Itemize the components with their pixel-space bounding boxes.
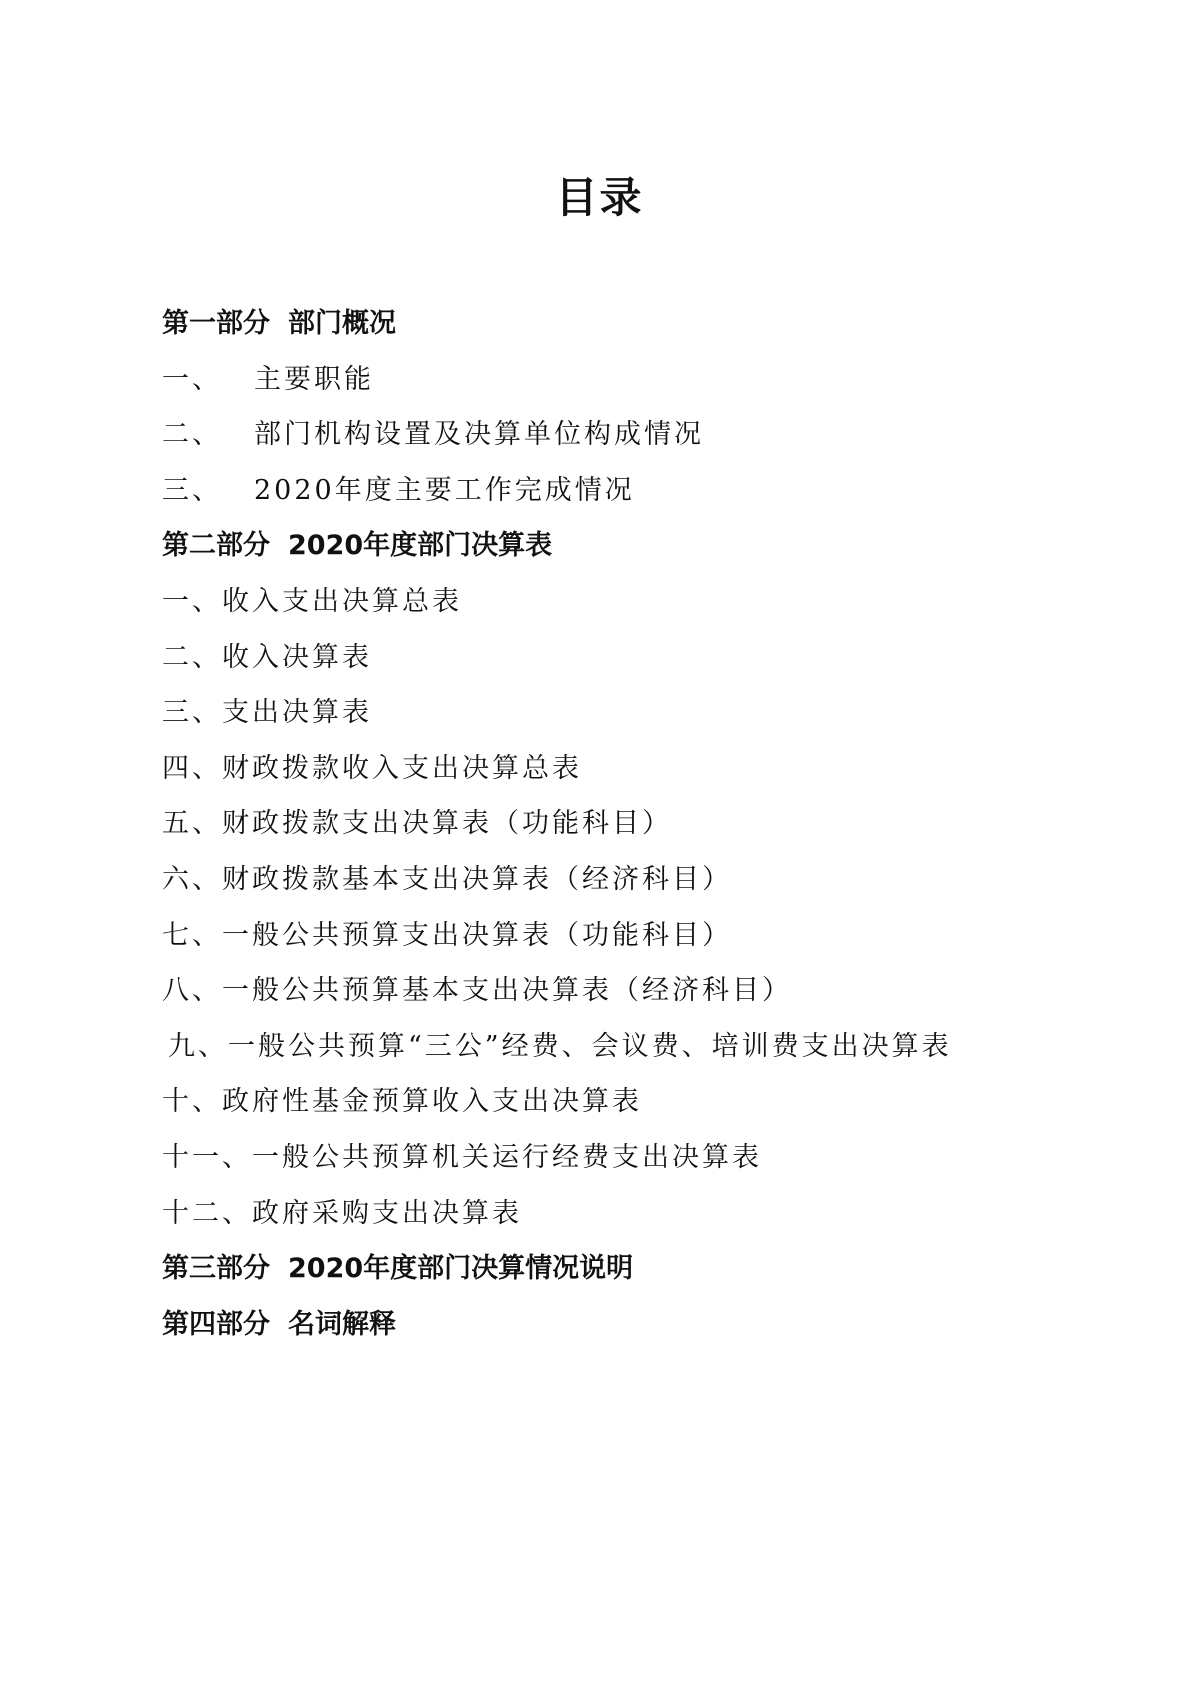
entry-number: 四、 bbox=[162, 752, 222, 784]
part-label: 第一部分 bbox=[162, 308, 270, 339]
entry-number: 十一、 bbox=[162, 1141, 252, 1173]
entry-number: 二、 bbox=[162, 641, 222, 673]
toc-part-heading[interactable] bbox=[162, 518, 1062, 574]
toc-entry[interactable] bbox=[162, 630, 1062, 686]
entry-number: 五、 bbox=[162, 808, 222, 840]
entry-title: 收入决算表 bbox=[222, 641, 372, 673]
entry-number: 九、 bbox=[168, 1030, 228, 1062]
entry-title: 财政拨款基本支出决算表（经济科目） bbox=[222, 863, 732, 895]
entry-title: 主要职能 bbox=[254, 363, 374, 395]
entry-number: 三、 bbox=[162, 697, 222, 729]
entry-number: 七、 bbox=[162, 919, 222, 951]
toc-entry[interactable] bbox=[162, 908, 1062, 964]
entry-title: 支出决算表 bbox=[222, 697, 372, 729]
toc-entry[interactable] bbox=[162, 1074, 1062, 1130]
toc-part-heading[interactable] bbox=[162, 296, 1062, 352]
toc-entry[interactable] bbox=[162, 852, 1062, 908]
entry-number: 十二、 bbox=[162, 1197, 252, 1229]
part-label: 第四部分 bbox=[162, 1308, 270, 1340]
toc-entry[interactable] bbox=[162, 741, 1062, 797]
toc-entry[interactable] bbox=[162, 963, 1062, 1019]
entry-title: 一般公共预算机关运行经费支出决算表 bbox=[252, 1141, 762, 1173]
part-title: 名词解释 bbox=[288, 1308, 396, 1340]
entry-number: 八、 bbox=[162, 975, 222, 1007]
toc-entry[interactable] bbox=[162, 352, 1062, 408]
toc-part-heading[interactable] bbox=[162, 1241, 1062, 1297]
toc-entry[interactable] bbox=[162, 463, 1062, 519]
toc-entry[interactable] bbox=[162, 574, 1062, 630]
entry-number: 六、 bbox=[162, 863, 222, 895]
entry-title: 2020年度主要工作完成情况 bbox=[254, 474, 635, 506]
entry-number: 一、 bbox=[162, 363, 222, 395]
entry-title: 政府采购支出决算表 bbox=[252, 1197, 522, 1229]
entry-title: 财政拨款支出决算表（功能科目） bbox=[222, 808, 672, 840]
toc-part-heading[interactable] bbox=[162, 1297, 1062, 1353]
entry-number: 二、 bbox=[162, 419, 222, 451]
entry-title: 收入支出决算总表 bbox=[222, 585, 462, 617]
entry-title: 财政拨款收入支出决算总表 bbox=[222, 752, 582, 784]
page-title: 目录 bbox=[555, 173, 644, 222]
entry-title: 部门机构设置及决算单位构成情况 bbox=[254, 419, 704, 451]
toc-entry[interactable] bbox=[162, 796, 1062, 852]
table-of-contents bbox=[162, 296, 1062, 1352]
toc-entry[interactable] bbox=[162, 1186, 1062, 1242]
part-title: 2020年度部门决算情况说明 bbox=[288, 1253, 634, 1285]
entry-title: 一般公共预算基本支出决算表（经济科目） bbox=[222, 975, 792, 1007]
part-label: 第二部分 bbox=[162, 530, 270, 562]
entry-title: 一般公共预算“三公”经费、会议费、培训费支出决算表 bbox=[228, 1030, 952, 1062]
part-label: 第三部分 bbox=[162, 1253, 270, 1285]
toc-entry[interactable] bbox=[162, 407, 1062, 463]
entry-number: 三、 bbox=[162, 474, 222, 506]
part-title: 2020年度部门决算表 bbox=[288, 530, 553, 562]
toc-entry[interactable] bbox=[162, 1130, 1062, 1186]
toc-entry[interactable] bbox=[162, 1019, 1062, 1075]
toc-entry[interactable] bbox=[162, 685, 1062, 741]
entry-number: 十、 bbox=[162, 1086, 222, 1118]
part-title: 部门概况 bbox=[288, 308, 396, 339]
entry-title: 政府性基金预算收入支出决算表 bbox=[222, 1086, 642, 1118]
entry-title: 一般公共预算支出决算表（功能科目） bbox=[222, 919, 732, 951]
entry-number: 一、 bbox=[162, 585, 222, 617]
